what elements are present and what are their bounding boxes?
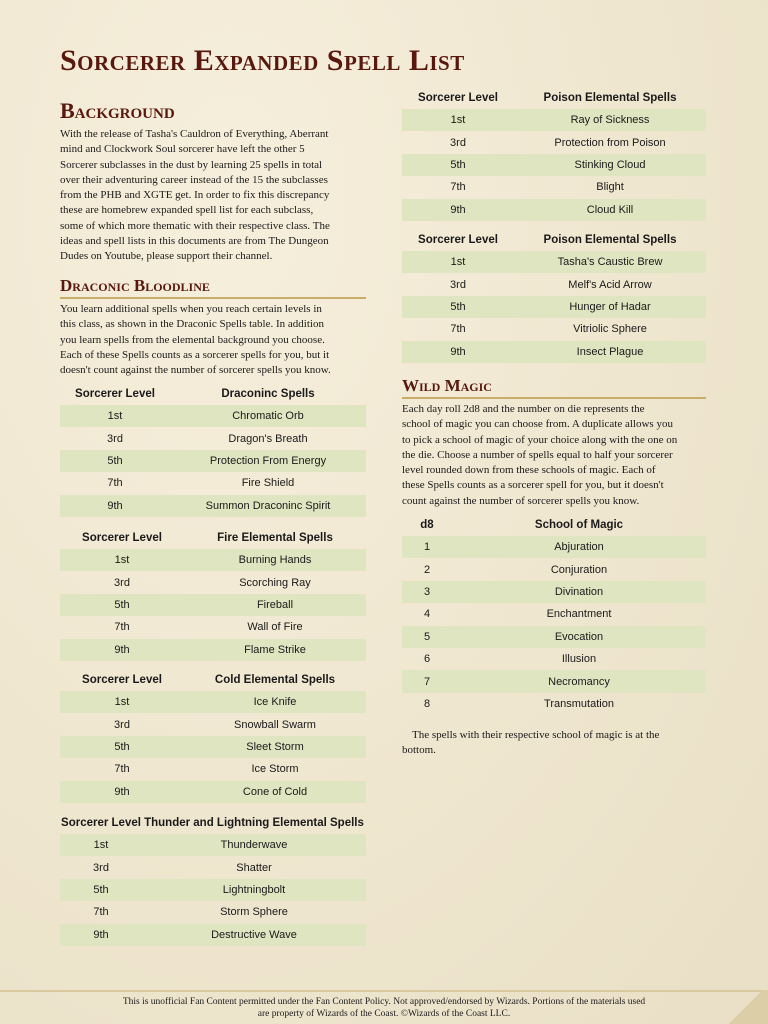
column-header: Sorcerer Level	[61, 817, 141, 829]
poison-spells-table-2	[402, 229, 706, 363]
table-row	[60, 571, 366, 593]
level-cell: 1st	[107, 410, 123, 423]
level-cell: 7th	[450, 181, 466, 194]
text-line: Each day roll 2d8 and the number on die represents the	[402, 403, 645, 415]
wild-magic-text	[402, 402, 712, 509]
level-cell: 3rd	[450, 278, 466, 291]
spell-cell: Protection from Poison	[554, 136, 666, 149]
text-line: Dudes on Youtube, please support their channel.	[60, 250, 273, 263]
spell-cell: Flame Strike	[244, 643, 306, 656]
schools-of-magic-table	[402, 514, 706, 715]
table-row	[60, 427, 366, 449]
text-line: With the release of Tasha's Cauldron of Everything, Aberrant	[60, 128, 329, 140]
level-cell: 5th	[93, 883, 109, 896]
text-line: ideas and spell lists in this documents are from The Dungeon	[60, 235, 329, 248]
level-cell: 2	[423, 563, 431, 576]
spell-cell: Ray of Sickness	[570, 114, 650, 127]
text-line: The spells with their respective school of magic is at the	[412, 729, 660, 741]
text-line: over their adventuring career instead of the 15 the subclasses	[60, 173, 328, 186]
level-cell: 5	[423, 630, 431, 643]
table-row	[402, 648, 706, 670]
spell-cell: Shatter	[236, 861, 272, 874]
table-row	[402, 341, 706, 363]
footer-legal-text	[40, 996, 728, 1020]
level-cell: 1st	[114, 696, 130, 709]
text-line: doesn't count against the number of sorcerer spells you know.	[60, 364, 331, 377]
page-title: Sorcerer Expanded Spell List	[60, 44, 465, 77]
column-header: Sorcerer Level	[82, 674, 162, 686]
table-row	[402, 154, 706, 176]
spell-cell: Storm Sphere	[220, 906, 288, 919]
table-row	[60, 856, 366, 878]
table-row	[60, 879, 366, 901]
text-line: level rounded down from these schools of magic. Each of	[402, 464, 656, 477]
column-header: Sorcerer Level	[418, 92, 498, 104]
text-line: you learn spells from the elemental background you choose.	[60, 333, 325, 346]
wild-magic-heading-rule	[402, 397, 706, 399]
table-row	[402, 199, 706, 221]
table-row	[60, 901, 366, 923]
text-line: You learn additional spells when you reach certain levels in	[60, 303, 322, 315]
level-cell: 3rd	[93, 861, 109, 874]
background-text	[60, 127, 370, 265]
table-row	[60, 781, 366, 803]
text-line: mind and Clockwork Soul sorcerer have left the other 5	[60, 143, 305, 156]
table-header	[402, 229, 706, 251]
level-cell: 3rd	[450, 136, 466, 149]
spell-cell: Lightningbolt	[222, 883, 286, 896]
spell-cell: Necromancy	[548, 675, 610, 688]
footer-rule	[0, 990, 768, 992]
draconic-heading-rule	[60, 297, 366, 299]
table-row	[402, 131, 706, 153]
spell-cell: Hunger of Hadar	[569, 300, 651, 313]
level-cell: 9th	[450, 203, 466, 216]
level-cell: 5th	[114, 598, 130, 611]
spell-cell: Cone of Cold	[242, 785, 308, 798]
background-heading: Background	[60, 98, 175, 123]
text-line: these Spells counts as a sorcerer spell for you, but it doesn't	[402, 479, 664, 492]
cold-spells-table	[60, 669, 366, 803]
level-cell: 7th	[114, 763, 130, 776]
level-cell: 3rd	[114, 576, 130, 589]
text-line: school of magic you can choose from. A duplicate allows you	[402, 418, 673, 431]
level-cell: 9th	[93, 928, 109, 941]
spell-cell: Summon Draconinc Spirit	[205, 499, 331, 512]
table-row	[402, 536, 706, 558]
table-row	[402, 670, 706, 692]
thunder-spells-table	[60, 812, 366, 946]
column-header: d8	[420, 519, 434, 531]
level-cell: 7th	[114, 621, 130, 634]
spell-cell: Thunderwave	[220, 839, 288, 852]
spell-cell: Burning Hands	[238, 554, 312, 567]
level-cell: 1st	[450, 114, 466, 127]
text-line: the die. Choose a number of spells equal to half your sorcerer	[402, 448, 673, 461]
text-line: bottom.	[402, 744, 436, 757]
level-cell: 7th	[450, 323, 466, 336]
table-row	[60, 549, 366, 571]
table-row	[60, 616, 366, 638]
level-cell: 6	[423, 653, 431, 666]
column-header: Sorcerer Level	[75, 388, 155, 400]
table-row	[402, 581, 706, 603]
table-row	[60, 713, 366, 735]
table-row	[60, 450, 366, 472]
draconic-text	[60, 302, 370, 378]
text-line: count against the number of sorcerer spells you know.	[402, 494, 640, 507]
spell-cell: Abjuration	[554, 541, 604, 554]
table-row	[402, 318, 706, 340]
column-header: Sorcerer Level	[418, 234, 498, 246]
level-cell: 5th	[450, 300, 466, 313]
table-row	[60, 736, 366, 758]
spell-cell: Ice Storm	[251, 763, 299, 776]
table-row	[60, 472, 366, 494]
table-row	[402, 273, 706, 295]
table-row	[402, 626, 706, 648]
spell-cell: Dragon's Breath	[228, 432, 308, 445]
draconic-spells-table	[60, 383, 366, 517]
spell-cell: Wall of Fire	[247, 621, 303, 634]
level-cell: 7th	[107, 477, 123, 490]
table-row	[402, 109, 706, 131]
spell-cell: Protection From Energy	[209, 454, 327, 467]
text-line: these are homebrew expanded spell list for each subclass,	[60, 204, 314, 217]
table-row	[402, 558, 706, 580]
column-header: Poison Elemental Spells	[543, 234, 677, 246]
level-cell: 4	[423, 608, 431, 621]
spell-cell: Transmutation	[544, 697, 614, 710]
text-line: are property of Wizards of the Coast. ©Wizards of the Coast LLC.	[257, 1009, 511, 1019]
poison-spells-table-1	[402, 87, 706, 221]
text-line: this class, as shown in the Draconic Spells table. In addition	[60, 318, 324, 331]
text-line: from the PHB and XGTE get. In order to fix this discrepancy	[60, 189, 330, 202]
level-cell: 5th	[450, 158, 466, 171]
level-cell: 1st	[93, 839, 109, 852]
spell-cell: Snowball Swarm	[234, 718, 316, 731]
table-row	[402, 251, 706, 273]
level-cell: 9th	[114, 785, 130, 798]
level-cell: 3	[423, 585, 431, 598]
table-row	[60, 405, 366, 427]
table-row	[60, 495, 366, 517]
spell-cell: Fireball	[256, 598, 294, 611]
text-line: Sorcerer subclasses in the dust by learning 25 spells in total	[60, 158, 323, 171]
level-cell: 1st	[114, 554, 130, 567]
level-cell: 5th	[114, 740, 130, 753]
spell-cell: Scorching Ray	[239, 576, 311, 589]
level-cell: 3rd	[114, 718, 130, 731]
page-curl	[724, 990, 768, 1024]
level-cell: 9th	[107, 499, 123, 512]
table-row	[402, 693, 706, 715]
spell-cell: Blight	[596, 181, 624, 194]
spell-cell: Ice Knife	[253, 696, 297, 709]
wild-magic-heading: Wild Magic	[402, 376, 492, 395]
table-row	[60, 924, 366, 946]
table-row	[60, 758, 366, 780]
level-cell: 1	[423, 541, 431, 554]
spell-cell: Cloud Kill	[586, 203, 634, 216]
table-row	[402, 176, 706, 198]
table-header	[60, 669, 366, 691]
spell-cell: Melf's Acid Arrow	[568, 278, 652, 291]
table-row	[60, 639, 366, 661]
text-line: to pick a school of magic of your choice along with the one on	[402, 433, 678, 446]
text-line: some of which more thematic with their respective class. The	[60, 219, 330, 232]
spell-cell: Insect Plague	[576, 345, 644, 358]
column-header: Draconinc Spells	[221, 388, 315, 400]
spell-cell: Chromatic Orb	[232, 410, 304, 423]
fire-spells-table	[60, 527, 366, 661]
column-header: School of Magic	[534, 519, 624, 531]
wild-magic-note	[402, 728, 712, 759]
column-header: Sorcerer Level	[82, 532, 162, 544]
spell-cell: Fire Shield	[241, 477, 295, 490]
level-cell: 7th	[93, 906, 109, 919]
spell-cell: Conjuration	[550, 563, 608, 576]
table-header	[60, 812, 366, 834]
spell-cell: Divination	[554, 585, 604, 598]
draconic-heading: Draconic Bloodline	[60, 276, 210, 295]
spell-cell: Vitriolic Sphere	[573, 323, 647, 336]
table-row	[60, 834, 366, 856]
column-header: Cold Elemental Spells	[214, 674, 336, 686]
text-line: Each of these Spells counts as a sorcerer spells for you, but it	[60, 348, 330, 361]
table-row	[60, 594, 366, 616]
spell-cell: Tasha's Caustic Brew	[557, 256, 663, 269]
level-cell: 5th	[107, 454, 123, 467]
table-row	[60, 691, 366, 713]
table-header	[60, 383, 366, 405]
text-line: This is unofficial Fan Content permitted under the Fan Content Policy. Not approved/endorsed by Wizards. Portions of the materials used	[122, 997, 646, 1007]
spell-cell: Sleet Storm	[246, 740, 304, 753]
level-cell: 9th	[450, 345, 466, 358]
level-cell: 8	[423, 697, 431, 710]
table-header	[402, 87, 706, 109]
spell-cell: Destructive Wave	[211, 928, 297, 941]
column-header: Thunder and Lightning Elemental Spells	[144, 817, 364, 829]
level-cell: 3rd	[107, 432, 123, 445]
table-row	[402, 603, 706, 625]
column-header: Fire Elemental Spells	[217, 532, 333, 544]
table-header	[402, 514, 706, 536]
table-header	[60, 527, 366, 549]
table-row	[402, 296, 706, 318]
column-header: Poison Elemental Spells	[543, 92, 677, 104]
level-cell: 1st	[450, 256, 466, 269]
spell-cell: Enchantment	[546, 608, 612, 621]
spell-cell: Illusion	[561, 653, 597, 666]
spell-cell: Stinking Cloud	[574, 158, 646, 171]
level-cell: 9th	[114, 643, 130, 656]
level-cell: 7	[423, 675, 431, 688]
spell-cell: Evocation	[554, 630, 604, 643]
